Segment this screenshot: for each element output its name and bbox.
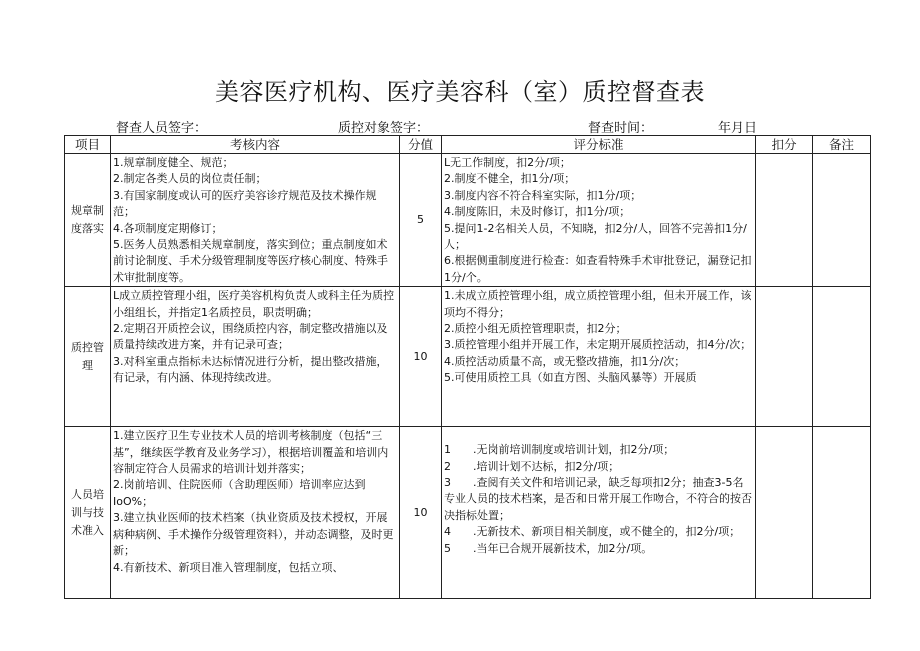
header-score: 分值 — [400, 136, 442, 154]
criteria-line: 4 .无新技术、新项目相关制度，或不健全的，扣2分/项； — [444, 525, 741, 539]
criteria-line: 5.可使用质控工具（如直方图、头脑风暴等）开展质 — [444, 371, 697, 385]
header-criteria: 评分标准 — [442, 136, 756, 154]
criteria-line: 2.制度不健全，扣1分/项； — [444, 172, 576, 186]
row-deduct-cell[interactable] — [756, 287, 813, 427]
row-deduct-cell[interactable] — [756, 427, 813, 599]
content-line: 2.制定各类人员的岗位责任制； — [113, 172, 267, 186]
criteria-line: 1.未成立质控管理小组，成立质控管理小组，但未开展工作，该项均不得分； — [444, 289, 752, 319]
row-deduct-cell[interactable] — [756, 154, 813, 287]
content-line: 4.有新技术、新项目准入管理制度，包括立项、 — [113, 560, 344, 574]
table-row — [65, 427, 871, 599]
row-criteria — [442, 287, 756, 427]
row-note-cell[interactable] — [813, 427, 871, 599]
criteria-line: 4.制度陈旧，未及时修订，扣1分/项； — [444, 205, 631, 219]
content-line: 1.规章制度健全、规范； — [113, 156, 234, 169]
content-line: 1.建立医疗卫生专业技术人员的培训考核制度（包括“三基”，继续医学教育及业务学习），根据培训覆盖和培训内容制定符合人员需求的培训计划并落实； — [113, 429, 389, 476]
header-content: 考核内容 — [111, 136, 400, 154]
inspection-table — [64, 135, 871, 599]
row-content — [111, 154, 400, 287]
content-line: 3.有国家制度或认可的医疗美容诊疗规范及技术操作规范； — [113, 188, 377, 219]
header-project: 项目 — [65, 136, 111, 154]
table-row — [65, 154, 871, 287]
row-score: 5 — [400, 154, 442, 287]
row-content — [111, 427, 400, 599]
inspection-time-label: 督查时间： — [588, 121, 654, 136]
row-criteria — [442, 154, 756, 287]
content-line: 4.各项制度定期修订； — [113, 221, 223, 235]
criteria-line: 3.制度内容不符合科室实际，扣1分/项； — [444, 188, 642, 202]
criteria-line: 2.质控小组无质控管理职责，扣2分； — [444, 322, 627, 336]
header-deduct: 扣分 — [756, 136, 813, 154]
criteria-line: 2 .培训计划不达标，扣2分/项； — [444, 459, 620, 473]
inspector-signature-label: 督查人员签字： — [116, 121, 208, 136]
table-header-row — [65, 136, 871, 154]
row-score: 10 — [400, 427, 442, 599]
criteria-line: 3 .查阅有关文件和培训记录，缺乏每项扣2分；抽查3-5名专业人员的技术档案，是否和日常开展工作吻合，不符合的按否决指标处置； — [444, 476, 752, 522]
content-line: L成立质控管理小组，医疗美容机构负责人或科主任为质控小组组长，并指定1名质控员，职责明确； — [113, 289, 395, 319]
row-project: 人员培训与技术准入 — [65, 427, 111, 599]
date-label: 年月日 — [718, 121, 758, 136]
row-criteria — [442, 427, 756, 599]
content-line: 3.对科室重点指标未达标情况进行分析，提出整改措施，有记录，有内涵、体现持续改进。 — [113, 354, 388, 385]
header-note: 备注 — [813, 136, 871, 154]
criteria-line: 5 .当年已合规开展新技术，加2分/项。 — [444, 541, 653, 555]
row-note-cell[interactable] — [813, 287, 871, 427]
criteria-line: 6.根据侧重制度进行检查：如查看特殊手术审批登记，漏登记扣1分/个。 — [444, 254, 752, 284]
criteria-line: 5.提问1-2名相关人员，不知晓，扣2分/人，回答不完善扣1分/人； — [444, 221, 747, 252]
row-project: 规章制度落实 — [65, 154, 111, 287]
target-signature-label: 质控对象签字： — [338, 121, 430, 136]
row-content — [111, 287, 400, 427]
criteria-line: 1 .无岗前培训制度或培训计划，扣2分/项； — [444, 443, 675, 457]
page-title: 美容医疗机构、医疗美容科（室）质控督查表 — [215, 78, 705, 106]
content-line: 2.定期召开质控会议，围绕质控内容，制定整改措施以及质量持续改进方案，并有记录可查； — [113, 322, 388, 352]
row-note-cell[interactable] — [813, 154, 871, 287]
criteria-line: 3.质控管理小组并开展工作，未定期开展质控活动，扣4分/次； — [444, 338, 752, 352]
row-score: 10 — [400, 287, 442, 427]
criteria-line: 4.质控活动质量不高，或无整改措施，扣1分/次； — [444, 354, 686, 368]
content-line: 2.岗前培训、住院医师（含助理医师）培训率应达到IoO%； — [113, 478, 366, 508]
row-project: 质控管理 — [65, 287, 111, 427]
content-line: 5.医务人员熟悉相关规章制度，落实到位；重点制度如术前讨论制度、手术分级管理制度等医疗核心制度、特殊手术审批制度等。 — [113, 238, 388, 284]
content-line: 3.建立执业医师的技术档案（执业资质及技术授权，开展病种病例、手术操作分级管理资料），并动态调整，及时更新； — [113, 511, 394, 558]
criteria-line: L无工作制度，扣2分/项； — [444, 156, 571, 169]
table-row — [65, 287, 871, 427]
